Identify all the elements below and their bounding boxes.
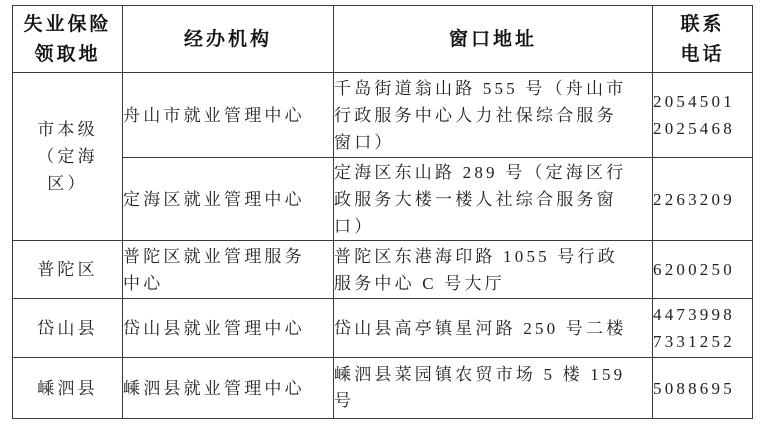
agency-cell — [123, 73, 334, 158]
phone-number: 7331252 — [653, 332, 735, 351]
table-row — [13, 358, 753, 419]
header-region — [13, 6, 123, 73]
address-line: 号 — [334, 391, 355, 410]
address-line: 窗口） — [334, 132, 395, 152]
address-cell — [334, 299, 653, 358]
unemployment-office-table — [12, 5, 753, 419]
agency-cell — [123, 358, 334, 419]
agency-line: 岱山县就业管理中心 — [123, 318, 305, 338]
address-line: 岱山县高亭镇星河路 250 号二楼 — [334, 318, 627, 338]
address-line: 口） — [334, 216, 375, 236]
region-cell — [13, 299, 123, 358]
header-address-line: 窗口地址 — [448, 28, 537, 50]
header-region-line: 失业保险 — [23, 13, 112, 35]
phone-number: 5088695 — [653, 378, 735, 398]
region-cell — [13, 241, 123, 299]
header-agency — [123, 6, 334, 73]
address-cell — [334, 158, 653, 241]
address-line: 千岛街道翁山路 555 号（舟山市 — [334, 78, 627, 98]
phone-number: 6200250 — [653, 260, 735, 279]
phone-number: 4473998 — [653, 305, 735, 324]
table-row — [13, 158, 753, 241]
header-region-line: 领取地 — [34, 43, 101, 65]
agency-cell — [123, 241, 334, 299]
header-agency-line: 经办机构 — [183, 28, 272, 50]
agency-cell — [123, 299, 334, 358]
header-phone-line: 电话 — [680, 43, 725, 65]
address-line: 嵊泗县菜园镇农贸市场 5 楼 159 — [334, 365, 626, 384]
region-line: 市本级 — [37, 120, 98, 139]
region-line: 普陀区 — [37, 260, 98, 279]
table-header-row — [13, 6, 753, 73]
phone-cell — [653, 299, 753, 358]
table-row — [13, 299, 753, 358]
agency-line: 舟山市就业管理中心 — [123, 105, 305, 125]
region-line: 嵊泗县 — [37, 378, 98, 398]
agency-cell — [123, 158, 334, 241]
region-cell — [13, 358, 123, 419]
header-address — [334, 6, 653, 73]
phone-cell — [653, 358, 753, 419]
phone-cell — [653, 73, 753, 158]
region-line: 岱山县 — [37, 318, 98, 338]
address-line: 政服务大楼一楼人社综合服务窗 — [334, 189, 617, 209]
address-line: 普陀区东港海印路 1055 号行政 — [334, 246, 618, 266]
agency-line: 普陀区就业管理服务 — [123, 246, 305, 266]
region-line: （定海 — [37, 147, 98, 166]
region-cell — [13, 73, 123, 241]
agency-line: 定海区就业管理中心 — [123, 189, 305, 209]
agency-line: 嵊泗县就业管理中心 — [123, 378, 305, 398]
address-line: 定海区东山路 289 号（定海区行 — [334, 162, 627, 182]
address-cell — [334, 358, 653, 419]
address-line: 服务中心 C 号大厅 — [334, 273, 505, 293]
table-row — [13, 241, 753, 299]
table-row — [13, 73, 753, 158]
phone-cell — [653, 241, 753, 299]
region-line: 区） — [47, 174, 88, 193]
header-phone — [653, 6, 753, 73]
header-phone-line: 联系 — [680, 13, 725, 35]
phone-number: 2054501 — [653, 92, 735, 111]
address-cell — [334, 241, 653, 299]
address-line: 行政服务中心人力社保综合服务 — [334, 105, 617, 125]
agency-line: 中心 — [123, 273, 164, 293]
phone-number: 2263209 — [653, 189, 735, 209]
address-cell — [334, 73, 653, 158]
phone-number: 2025468 — [653, 119, 735, 138]
phone-cell — [653, 158, 753, 241]
